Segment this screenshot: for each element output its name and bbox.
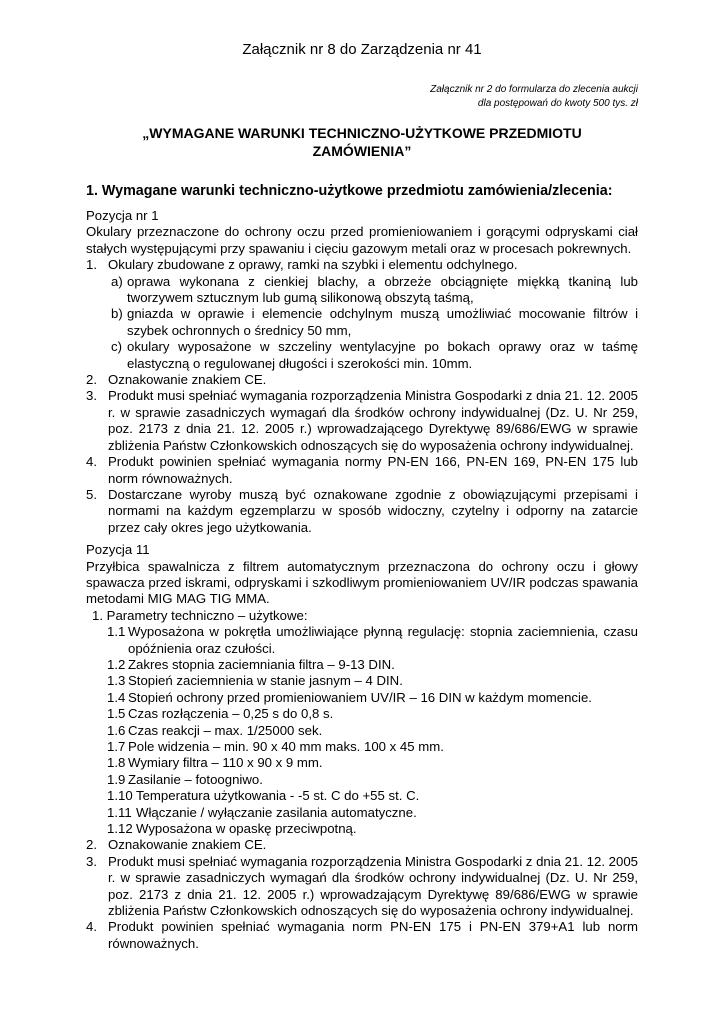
list-item-number: 3.: [86, 388, 97, 404]
sub-list-item-letter: a): [111, 273, 123, 289]
document-body: [86, 208, 638, 952]
parameter-item: [86, 673, 638, 689]
parameter-item: [86, 821, 638, 837]
parameter-item: [86, 755, 638, 771]
list-item: [86, 454, 638, 487]
parameter-number: 1.3: [107, 673, 126, 689]
parameters-heading: 1. Parametry techniczno – użytkowe:: [92, 607, 308, 623]
list-item-number: 5.: [86, 486, 97, 502]
parameter-number: 1.12: [107, 821, 133, 837]
list-item-text: Oznakowanie znakiem CE.: [108, 837, 267, 853]
annex-note: [430, 83, 638, 111]
list-item: [86, 487, 638, 536]
list-item: [86, 388, 638, 454]
list-item: [86, 854, 638, 920]
position-1-label: Pozycja nr 1: [86, 208, 159, 223]
parameter-text: Zakres stopnia zaciemniania filtra – 9-13 DIN.: [128, 656, 395, 672]
parameter-number: 1.5: [107, 706, 126, 722]
position-1-description: Okulary przeznaczone do ochrony oczu przed promieniowaniem i gorącymi odpryskami ciał stałych występującymi przy spawaniu i cięciu gazowym metali oraz w procesach pokrewnych.: [86, 224, 638, 256]
sub-list-item: [86, 274, 638, 307]
list-item-text: Produkt powinien spełniać wymagania norm PN-EN 175 i PN-EN 379+A1 lub norm równoważnych.: [108, 919, 638, 951]
parameter-number: 1.9: [107, 771, 126, 787]
sub-list-item: [86, 339, 638, 372]
parameter-text: Wyposażona w pokrętła umożliwiające płynną regulację: stopnia zaciemnienia, czasu opóźnienia oraz czułości.: [128, 624, 638, 656]
parameter-text: Stopień ochrony przed promieniowaniem UV/IR – 16 DIN w każdym momencie.: [128, 689, 592, 705]
sub-list-item-text: oprawa wykonana z cienkiej blachy, a obrzeże obciągnięte miękką tkaniną lub tworzywem sztucznym lub gumą silikonową obszytą taśmą,: [127, 273, 638, 306]
parameter-text: Zasilanie – fotoogniwo.: [128, 771, 263, 787]
list-item: [86, 257, 638, 273]
list-item-number: 4.: [86, 454, 97, 470]
list-item: [86, 372, 638, 388]
parameter-text: Włączanie / wyłączanie zasilania automatyczne.: [136, 804, 417, 820]
position-11-list: [86, 837, 638, 952]
parameter-number: 1.4: [107, 689, 126, 705]
list-item-text: Oznakowanie znakiem CE.: [108, 372, 267, 388]
list-item-number: 4.: [86, 919, 97, 935]
list-item: [86, 837, 638, 853]
list-item-number: 2.: [86, 372, 97, 388]
parameter-text: Wyposażona w opaskę przeciwpotną.: [136, 821, 357, 837]
parameter-number: 1.1: [107, 624, 126, 640]
sub-list-item-text: okulary wyposażone w szczeliny wentylacyjne po bokach oprawy oraz w taśmę elastyczną o regulowanej długości i szerokości min. 10mm.: [127, 339, 638, 371]
section-heading: 1. Wymagane warunki techniczno-użytkowe przedmiotu zamówienia/zlecenia:: [86, 183, 613, 199]
list-item-number: 2.: [86, 837, 97, 853]
list-item-text: Produkt musi spełniać wymagania rozporządzenia Ministra Gospodarki z dnia 21. 12. 2005 r. w sprawie zasadniczych wymagań dla środków ochrony indywidualnej (Dz. U. Nr 259, poz. 2173 z dnia 21. 12. 2005 r.) wprowadzającego Dyrektywę 89/686/EWG w sprawie zbliżenia Państw Członkowskich odnoszących się do wyposażenia ochrony indywidualnej.: [108, 388, 638, 453]
annex-line-1: Załącznik nr 2 do formularza do zlecenia aukcji: [430, 84, 638, 95]
position-11-description: Przyłbica spawalnicza z filtrem automatycznym przeznaczona do ochrony oczu i głowy spawacza przed iskrami, odpryskami i szkodliwym promieniowaniem UV/IR podczas spawania metodami MIG MAG TIG MMA.: [86, 558, 638, 607]
parameter-item: [86, 657, 638, 673]
position-1-list: [86, 257, 638, 536]
list-item-text: Produkt powinien spełniać wymagania normy PN-EN 166, PN-EN 169, PN-EN 175 lub norm równoważnych.: [108, 454, 638, 486]
parameter-number: 1.6: [107, 722, 126, 738]
sub-list-item-letter: c): [111, 339, 122, 355]
list-item-number: 1.: [86, 257, 97, 273]
parameter-number: 1.2: [107, 656, 126, 672]
parameter-item: [86, 772, 638, 788]
parameter-item: [86, 788, 638, 804]
parameter-text: Czas reakcji – max. 1/25000 sek.: [128, 722, 323, 738]
parameter-number: 1.11: [107, 804, 132, 820]
parameter-number: 1.7: [107, 739, 126, 754]
parameter-item: [86, 690, 638, 706]
sub-list-item-text: gniazda w oprawie i elemencie odchylnym muszą umożliwiać mocowanie filtrów i szybek ochronnych o średnicy 50 mm,: [127, 306, 638, 338]
document-title: [86, 124, 638, 160]
parameter-number: 1.10: [107, 788, 133, 804]
parameter-text: Stopień zaciemnienia w stanie jasnym – 4 DIN.: [128, 673, 403, 689]
parameter-number: 1.8: [107, 755, 126, 771]
list-item: [86, 919, 638, 952]
parameter-item: [86, 706, 638, 722]
position-11-label: Pozycja 11: [86, 542, 150, 558]
list-item-text: Produkt musi spełniać wymagania rozporządzenia Ministra Gospodarki z dnia 21. 12. 2005 r. w sprawie zasadniczych wymagań dla środków ochrony indywidualnej (Dz. U. Nr 259, poz. 2173 z dnia 21. 12. 2005 r.) wprowadzającym Dyrektywę 89/686/EWG w sprawie zbliżenia Państw Członkowskich odnoszących się do wyposażenia ochrony indywidualnej.: [108, 853, 638, 919]
parameter-text: Wymiary filtra – 110 x 90 x 9 mm.: [128, 755, 323, 771]
list-item-text: Okulary zbudowane z oprawy, ramki na szybki i elementu odchylnego.: [108, 257, 518, 273]
sub-list-item: [86, 306, 638, 339]
parameter-item: [86, 624, 638, 657]
parameter-item: [86, 723, 638, 739]
list-item-number: 3.: [86, 853, 97, 869]
annex-line-2: dla postępowań do kwoty 500 tys. zł: [477, 98, 638, 109]
parameters-list: [86, 624, 638, 837]
list-item-text: Dostarczane wyroby muszą być oznakowane zgodnie z obowiązującymi przepisami i normami na każdym egzemplarzu w sposób widoczny, czytelny i odporny na zatarcie przez cały okres jego użytkowania.: [108, 486, 638, 535]
parameter-item: [86, 739, 638, 755]
parameter-text: Pole widzenia – min. 90 x 40 mm maks. 100 x 45 mm.: [128, 739, 444, 754]
sub-list-item-letter: b): [111, 306, 123, 322]
document-title-line-1: „WYMAGANE WARUNKI TECHNICZNO-UŻYTKOWE PRZEDMIOTU: [142, 125, 582, 141]
header-title: Załącznik nr 8 do Zarządzenia nr 41: [242, 41, 482, 58]
document-title-line-2: ZAMÓWIENIA”: [312, 143, 412, 159]
parameter-text: Temperatura użytkowania - -5 st. C do +55 st. C.: [136, 788, 420, 804]
parameter-item: [86, 805, 638, 821]
parameter-text: Czas rozłączenia – 0,25 s do 0,8 s.: [128, 706, 334, 722]
